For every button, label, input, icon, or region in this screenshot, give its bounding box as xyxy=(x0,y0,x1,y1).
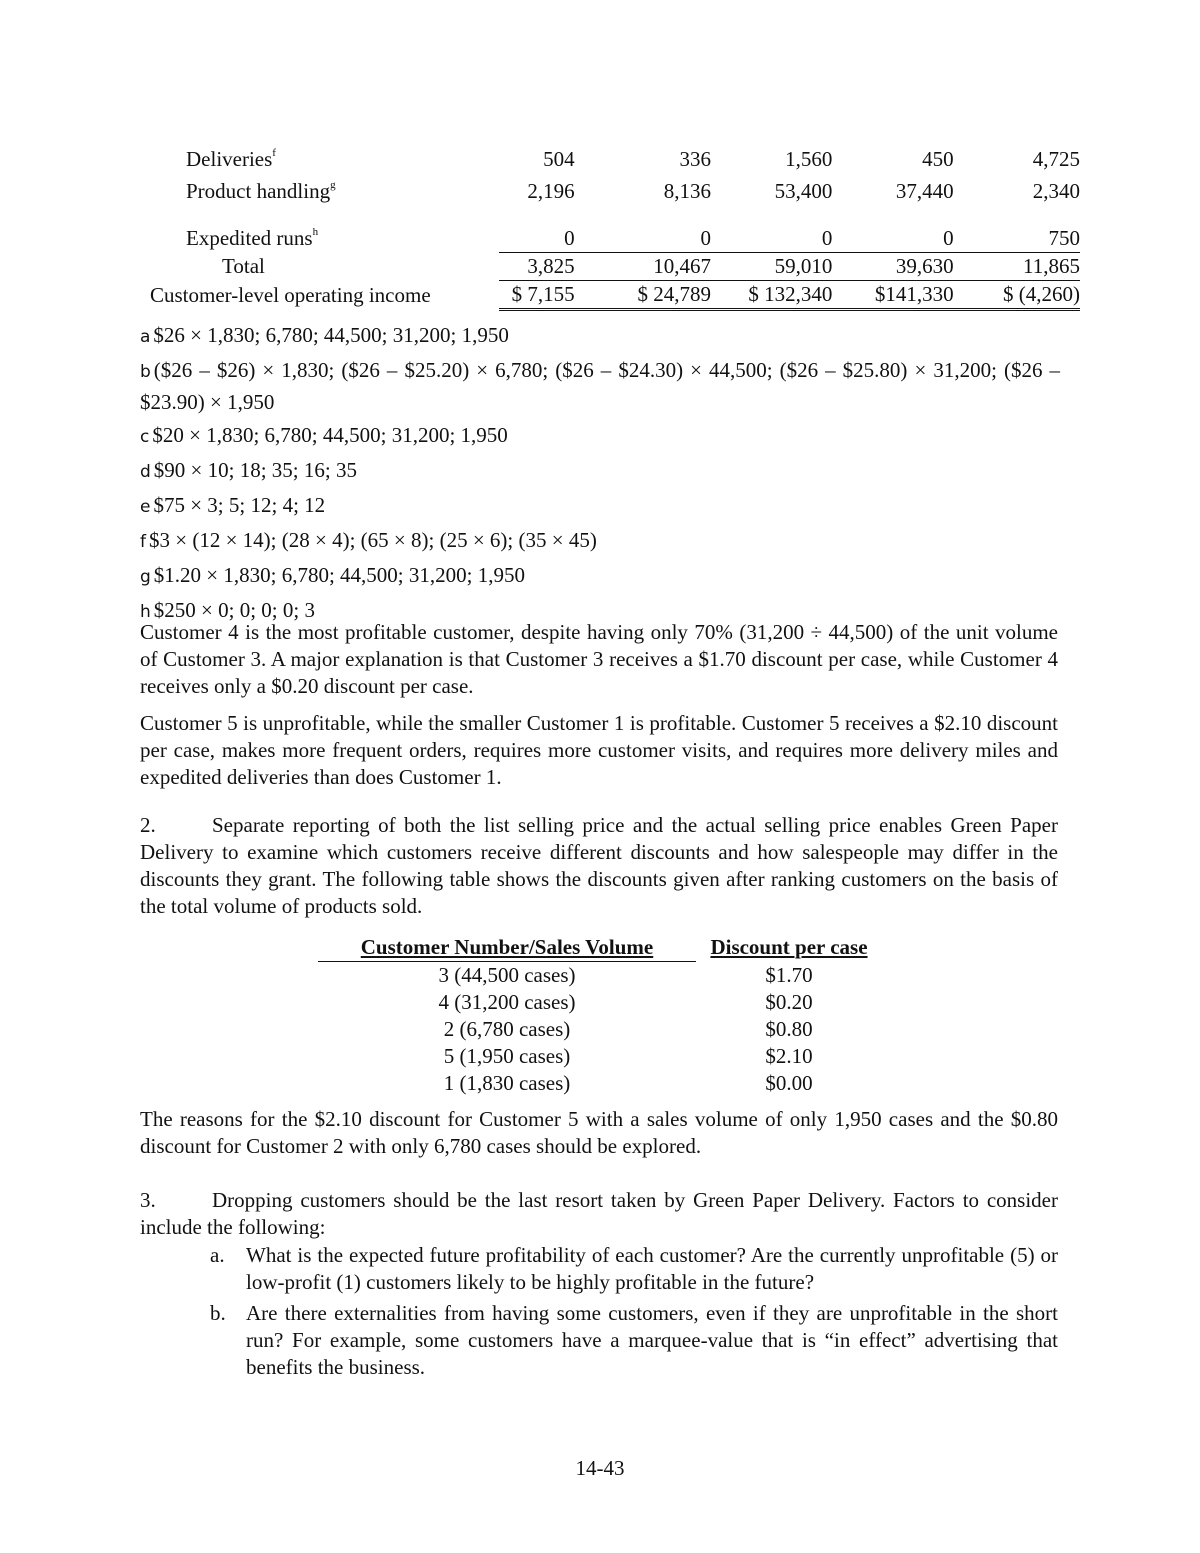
table-row xyxy=(318,1016,882,1043)
footnote: a $26 × 1,830; 6,780; 44,500; 31,200; 1,950 xyxy=(140,323,509,347)
section-number: 3. xyxy=(140,1188,156,1212)
footnotes xyxy=(140,320,1060,630)
table-row xyxy=(318,1070,882,1097)
table-cell: $1.70 xyxy=(765,962,813,987)
table-cell: 450 xyxy=(922,147,954,171)
paragraph: The reasons for the $2.10 discount for Customer 5 with a sales volume of only 1,950 cases and the $0.80 discount for Customer 2 with only 6,780 cases should be explored. xyxy=(140,1107,1058,1158)
table-cell: $0.00 xyxy=(765,1071,813,1095)
table-cell: 0 xyxy=(711,225,832,253)
page-number: 14-43 xyxy=(575,1456,625,1480)
table-cell: 2 (6,780 cases) xyxy=(443,1017,571,1041)
table-cell: $ 24,789 xyxy=(575,281,711,310)
footnote-marker: g xyxy=(330,179,336,191)
table-header-row xyxy=(318,933,882,962)
table-row xyxy=(140,143,1080,175)
list-text: What is the expected future profitability of each customer? Are the currently unprofitable (5) or low-profit (1) customers likely to be highly profitable in the future? xyxy=(246,1243,1058,1294)
table-cell: $0.20 xyxy=(765,990,813,1014)
customer-cost-table xyxy=(140,143,1080,311)
list-marker: b. xyxy=(210,1301,226,1325)
list-marker: a. xyxy=(210,1243,225,1267)
table-row xyxy=(140,253,1080,281)
footnote-marker: h xyxy=(312,226,319,239)
table-cell: $2.10 xyxy=(765,1044,813,1068)
table-cell: 37,440 xyxy=(895,179,954,203)
footnote: h $250 × 0; 0; 0; 0; 3 xyxy=(140,598,315,622)
table-cell: 3 (44,500 cases) xyxy=(438,963,576,987)
table-cell: 0 xyxy=(575,225,711,253)
table-cell: $0.80 xyxy=(765,1017,813,1041)
table-cell: $ (4,260) xyxy=(954,281,1080,310)
table-cell: 39,630 xyxy=(832,253,953,281)
table-cell: 1,560 xyxy=(785,147,833,171)
list-item xyxy=(210,1300,1058,1381)
paragraph: Customer 5 is unprofitable, while the smaller Customer 1 is profitable. Customer 5 receives a $2.10 discount per case, makes more frequent orders, requires more customer visits, and requires more delivery miles and expedited deliveries than does Customer 1. xyxy=(140,711,1058,789)
row-label: Deliveries xyxy=(186,147,273,171)
table-cell: 0 xyxy=(499,225,575,253)
table-cell: 2,196 xyxy=(527,179,575,203)
footnote: f $3 × (12 × 14); (28 × 4); (65 × 8); (25 × 6); (35 × 45) xyxy=(140,528,597,552)
table-cell: 10,467 xyxy=(575,253,711,281)
footnote: b ($26 – $26) × 1,830; ($26 – $25.20) × 6,780; ($26 – $24.30) × 44,500; ($26 – $25.80) × 31,200; ($26 – $23.90) × 1,950 xyxy=(140,358,1060,414)
table-cell: 4 (31,200 cases) xyxy=(438,990,576,1014)
table-cell: 11,865 xyxy=(954,253,1080,281)
table-cell: 2,340 xyxy=(1032,179,1080,203)
table-row xyxy=(140,281,1080,310)
discount-table xyxy=(318,933,882,1097)
row-label: Customer-level operating income xyxy=(150,282,431,307)
section-number: 2. xyxy=(140,813,156,837)
table-cell: $ 132,340 xyxy=(711,281,832,310)
table-cell: 750 xyxy=(954,225,1080,253)
table-row xyxy=(140,225,1080,253)
table-cell: 4,725 xyxy=(1032,147,1080,171)
list-text: Are there externalities from having some customers, even if they are unprofitable in the short run? For example, some customers have a marquee-value that is “in effect” advertising that benefits the business. xyxy=(246,1301,1058,1379)
table-cell: 336 xyxy=(679,147,712,171)
table-row xyxy=(140,175,1080,207)
factors-list xyxy=(210,1242,1058,1385)
row-label: Product handling xyxy=(186,179,331,203)
row-label: Total xyxy=(222,254,265,278)
table-cell: 1 (1,830 cases) xyxy=(443,1071,571,1095)
table-cell: 53,400 xyxy=(774,179,833,203)
table-cell: $141,330 xyxy=(832,281,953,310)
footnote: d $90 × 10; 18; 35; 16; 35 xyxy=(140,458,357,482)
footnote: g $1.20 × 1,830; 6,780; 44,500; 31,200; 1,950 xyxy=(140,563,525,587)
column-header: Customer Number/Sales Volume xyxy=(318,933,696,962)
table-row xyxy=(318,962,882,990)
paragraph: Customer 4 is the most profitable customer, despite having only 70% (31,200 ÷ 44,500) of the unit volume of Customer 3. A major explanation is that Customer 3 receives a $1.70 discount per case, while Customer 4 receives only a $0.20 discount per case. xyxy=(140,620,1058,698)
table-cell: 504 xyxy=(543,147,575,171)
paragraph: 3. Dropping customers should be the last resort taken by Green Paper Delivery. Factors to consider include the following: xyxy=(140,1188,1058,1239)
table-row xyxy=(318,989,882,1016)
table-cell: 0 xyxy=(832,225,953,253)
footnote-marker: f xyxy=(272,147,276,159)
list-item xyxy=(210,1242,1058,1296)
footnote: e $75 × 3; 5; 12; 4; 12 xyxy=(140,493,326,517)
footnote: c $20 × 1,830; 6,780; 44,500; 31,200; 1,950 xyxy=(140,423,508,447)
row-label: Expedited runs xyxy=(186,226,313,251)
table-row xyxy=(318,1043,882,1070)
table-cell: 59,010 xyxy=(711,253,832,281)
column-header: Discount per case xyxy=(710,934,868,959)
table-cell: 3,825 xyxy=(499,253,575,281)
table-cell: 5 (1,950 cases) xyxy=(443,1044,571,1068)
table-cell: 8,136 xyxy=(663,179,712,203)
paragraph: 2. Separate reporting of both the list selling price and the actual selling price enables Green Paper Delivery to examine which customers receive different discounts and how salespeople may differ in the discounts they grant. The following table shows the discounts given after ranking customers on the basis of the total volume of products sold. xyxy=(140,813,1058,918)
table-cell: $ 7,155 xyxy=(499,281,575,310)
